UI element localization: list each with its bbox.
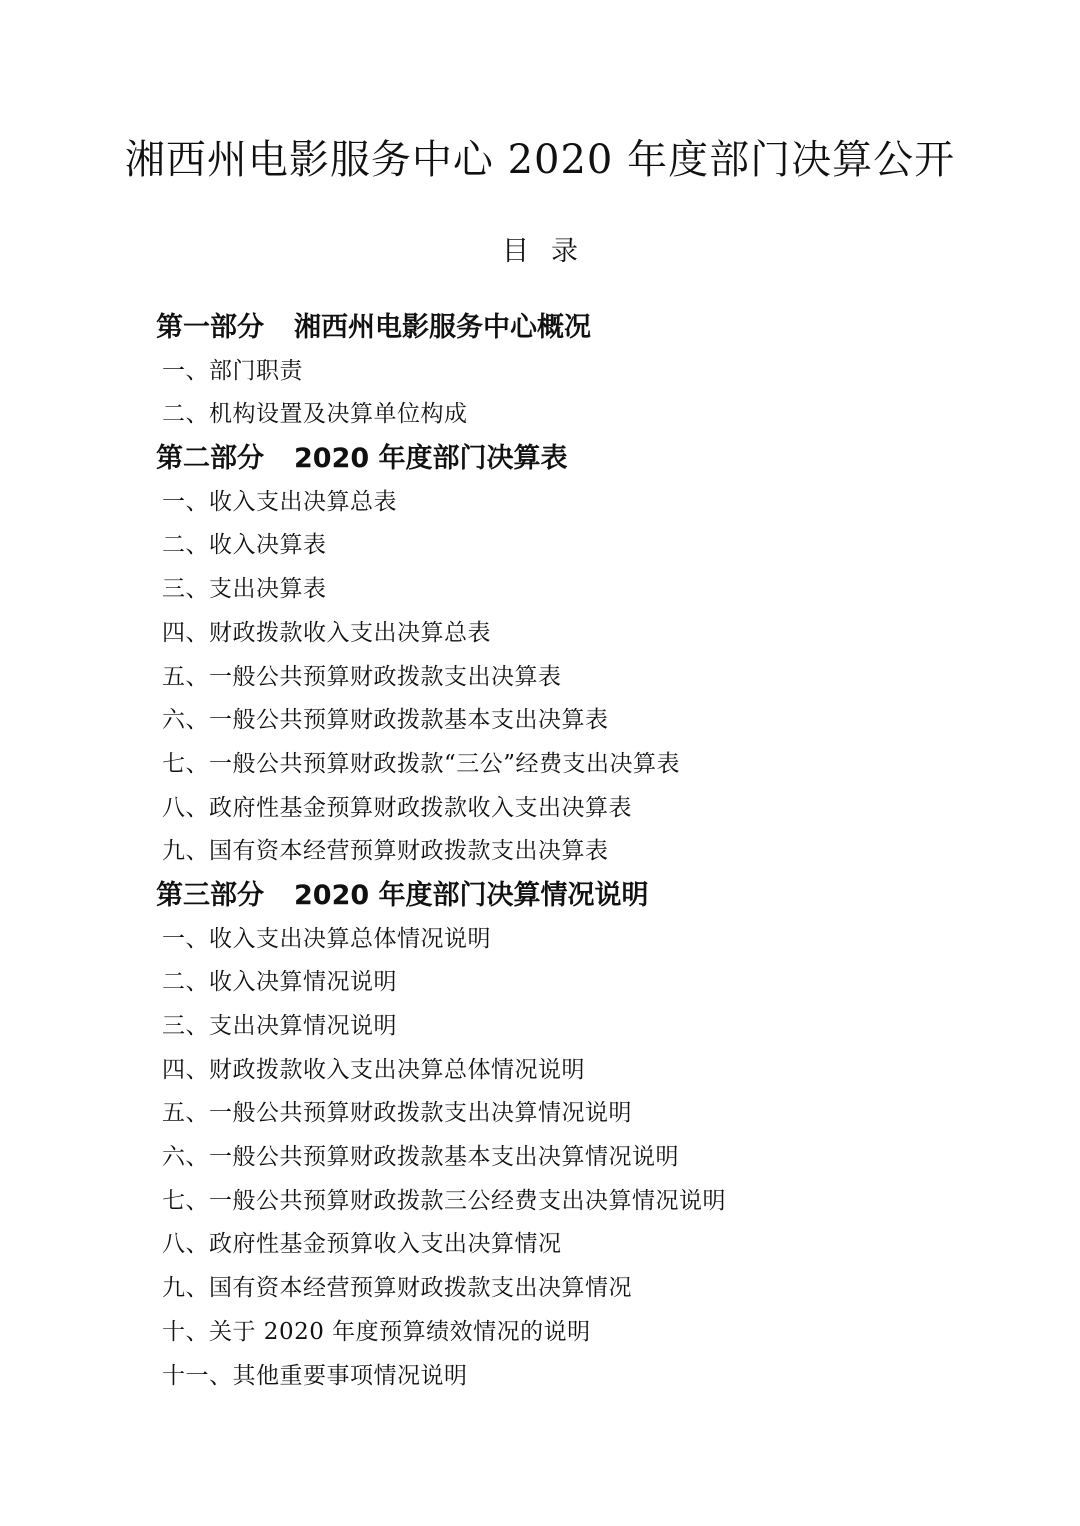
toc-item: 九、国有资本经营预算财政拨款支出决算表 [162,838,609,865]
toc-item: 八、政府性基金预算财政拨款收入支出决算表 [162,794,632,821]
document-title: 湘西州电影服务中心 2020 年度部门决算公开 [124,137,956,183]
toc-item: 九、国有资本经营预算财政拨款支出决算情况 [162,1275,632,1302]
part-name: 2020 年度部门决算情况说明 [294,879,649,911]
toc-item: 七、一般公共预算财政拨款三公经费支出决算情况说明 [162,1187,726,1214]
toc-item: 八、政府性基金预算收入支出决算情况 [162,1231,562,1258]
part-label: 第三部分 [156,879,264,911]
toc-item: 二、机构设置及决算单位构成 [162,401,468,428]
toc-part-heading [156,437,1016,481]
toc-item: 一、部门职责 [162,357,303,384]
toc-heading: 目录 [502,236,600,267]
part-label: 第一部分 [156,312,264,343]
part-label: 第二部分 [156,443,264,475]
toc-item: 三、支出决算表 [162,576,327,603]
toc-part-heading [156,874,1016,918]
toc-item: 六、一般公共预算财政拨款基本支出决算情况说明 [162,1144,679,1171]
part-name: 湘西州电影服务中心概况 [294,312,591,343]
toc-part-heading [156,306,1016,350]
toc-item: 二、收入决算情况说明 [162,969,397,996]
part-name: 2020 年度部门决算表 [294,443,568,475]
toc-item: 二、收入决算表 [162,532,327,559]
toc-item: 六、一般公共预算财政拨款基本支出决算表 [162,707,609,734]
table-of-contents [156,306,1016,1398]
toc-item: 三、支出决算情况说明 [162,1013,397,1039]
toc-item: 七、一般公共预算财政拨款“三公”经费支出决算表 [162,750,681,777]
toc-item: 四、财政拨款收入支出决算总表 [162,619,491,646]
toc-item: 五、一般公共预算财政拨款支出决算表 [162,663,562,690]
toc-item: 十一、其他重要事项情况说明 [162,1362,468,1389]
toc-item: 一、收入支出决算总体情况说明 [162,925,491,952]
toc-item: 十、关于 2020 年度预算绩效情况的说明 [162,1318,591,1345]
toc-item: 五、一般公共预算财政拨款支出决算情况说明 [162,1100,632,1127]
toc-item: 四、财政拨款收入支出决算总体情况说明 [162,1056,585,1083]
toc-item: 一、收入支出决算总表 [162,488,397,515]
